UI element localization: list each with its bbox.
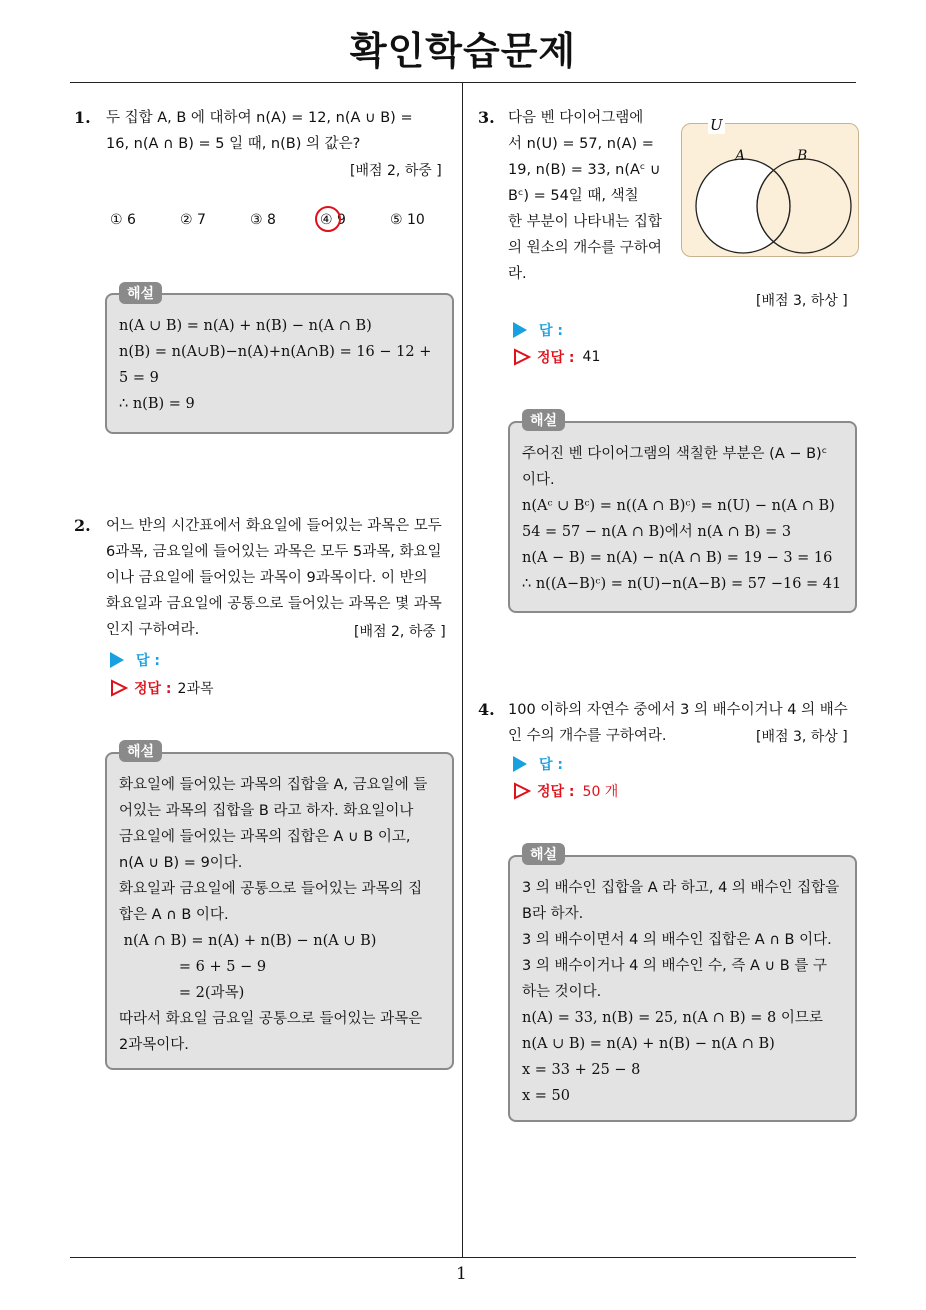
solution-line: = 6 + 5 − 9: [119, 959, 267, 975]
solution-line: n(A) = 33, n(B) = 25, n(A ∩ B) = 8 이므로: [522, 1010, 823, 1026]
solution-line: 화요일과 금요일에 공통으로 들어있는 과목의 집: [119, 881, 423, 897]
question-line: 인 수의 개수를 구하여라.: [508, 728, 667, 744]
correct-value: 50 개: [582, 784, 619, 800]
score-meta: [배점 3, 하상 ]: [756, 293, 848, 309]
correct-value: 41: [582, 349, 601, 365]
answer-label: 답 :: [539, 757, 563, 773]
score-meta: [배점 2, 하중 ]: [354, 624, 446, 640]
footer-rule: [70, 1257, 856, 1258]
column-divider: [462, 83, 463, 1258]
score-meta: [배점 3, 하상 ]: [756, 729, 848, 745]
solution-box: [105, 293, 454, 434]
outline-play-icon: [110, 679, 128, 697]
solution-line: x = 33 + 25 − 8: [522, 1062, 641, 1078]
solution-line: 2과목이다.: [119, 1037, 189, 1053]
solution-line: n(A ∪ B) = n(A) + n(B) − n(A ∩ B): [522, 1036, 775, 1052]
venn-label-a: A: [735, 148, 746, 164]
question-line: 한 부분이 나타내는 집합: [508, 214, 662, 230]
solution-line: 하는 것이다.: [522, 984, 602, 1000]
question-number: 3.: [478, 108, 495, 127]
solution-line: n(A ∩ B) = n(A) + n(B) − n(A ∪ B): [119, 933, 377, 949]
choices: [110, 212, 450, 236]
choice-5[interactable]: ⑤ 10: [390, 212, 425, 228]
choice-3[interactable]: ③ 8: [250, 212, 276, 228]
venn-label-u: U: [710, 116, 723, 134]
play-icon: [513, 322, 527, 338]
solution-tag: 해설: [119, 740, 162, 762]
solution-line: 3 의 배수이거나 4 의 배수인 수, 즉 A ∪ B 를 구: [522, 958, 827, 974]
question-number: 2.: [74, 516, 91, 535]
answer-row: [110, 650, 160, 670]
question-line: 화요일과 금요일에 공통으로 들어있는 과목은 몇 과목: [106, 596, 442, 612]
question-line: 인지 구하여라.: [106, 622, 200, 638]
solution-line: n(B) = n(A∪B)−n(A)+n(A∩B) = 16 − 12 +: [119, 344, 432, 360]
correct-label: 정답 :: [134, 681, 172, 697]
solution-line: 화요일에 들어있는 과목의 집합을 A, 금요일에 들: [119, 777, 428, 793]
question-text: [508, 105, 668, 287]
solution-line: ∴ n(B) = 9: [119, 396, 195, 412]
question-line: 6과목, 금요일에 들어있는 과목은 모두 5과목, 화요일: [106, 544, 442, 560]
question-number: 4.: [478, 700, 495, 719]
solution-line: = 2(과목): [119, 985, 245, 1001]
choice-1[interactable]: ① 6: [110, 212, 136, 228]
choice-2[interactable]: ② 7: [180, 212, 206, 228]
solution-tag: 해설: [522, 409, 565, 431]
question-text: [106, 105, 456, 157]
correct-answer-row: [513, 781, 618, 801]
correct-value: 2과목: [177, 681, 214, 697]
question-line: 서 n(U) = 57, n(A) =: [508, 136, 654, 152]
solution-line: n(A ∪ B) = n(A) + n(B) − n(A ∩ B): [119, 318, 372, 334]
venn-diagram: [681, 116, 859, 257]
solution-line: 금요일에 들어있는 과목의 집합은 A ∪ B 이고,: [119, 829, 411, 845]
choice-4[interactable]: ④ 9: [320, 212, 346, 228]
solution-line: 따라서 화요일 금요일 공통으로 들어있는 과목은: [119, 1011, 423, 1027]
question-line: 19, n(B) = 33, n(Aᶜ ∪: [508, 162, 661, 178]
selected-choice-mark: [315, 206, 341, 232]
venn-svg: [682, 124, 858, 256]
page-title: 확인학습문제: [349, 29, 577, 73]
solution-line: x = 50: [522, 1088, 570, 1104]
question-line: Bᶜ) = 54일 때, 색칠: [508, 188, 639, 204]
question-line: 어느 반의 시간표에서 화요일에 들어있는 과목은 모두: [106, 518, 442, 534]
answer-label: 답 :: [136, 653, 160, 669]
play-icon: [513, 756, 527, 772]
solution-tag: 해설: [119, 282, 162, 304]
solution-line: n(A − B) = n(A) − n(A ∩ B) = 19 − 3 = 16: [522, 550, 833, 566]
correct-label: 정답 :: [537, 784, 575, 800]
solution-line: n(Aᶜ ∪ Bᶜ) = n((A ∩ B)ᶜ) = n(U) − n(A ∩ B): [522, 498, 835, 514]
solution-line: 어있는 과목의 집합을 B 라고 하자. 화요일이나: [119, 803, 414, 819]
question-line: 라.: [508, 266, 527, 282]
solution-line: 이다.: [522, 472, 555, 488]
question-line: 이나 금요일에 들어있는 과목이 9과목이다. 이 반의: [106, 570, 428, 586]
solution-line: 주어진 벤 다이어그램의 색칠한 부분은 (A − B)ᶜ: [522, 446, 828, 462]
score-meta: [배점 2, 하중 ]: [350, 163, 442, 179]
question-line: 16, n(A ∩ B) = 5 일 때, n(B) 의 값은?: [106, 136, 361, 152]
answer-row: [513, 754, 563, 774]
question-line: 의 원소의 개수를 구하여: [508, 240, 662, 256]
solution-box: [508, 421, 857, 613]
solution-box: [508, 855, 857, 1122]
answer-row: [513, 320, 563, 340]
outline-play-icon: [513, 348, 531, 366]
outline-play-icon: [513, 782, 531, 800]
solution-line: 합은 A ∩ B 이다.: [119, 907, 229, 923]
question-number: 1.: [74, 108, 91, 127]
correct-answer-row: [110, 678, 214, 698]
solution-box: [105, 752, 454, 1070]
correct-label: 정답 :: [537, 350, 575, 366]
correct-answer-row: [513, 347, 600, 367]
solution-line: B라 하자.: [522, 906, 584, 922]
solution-line: n(A ∪ B) = 9이다.: [119, 855, 243, 871]
question-line: 두 집합 A, B 에 대하여 n(A) = 12, n(A ∪ B) =: [106, 110, 413, 126]
solution-line: ∴ n((A−B)ᶜ) = n(U)−n(A−B) = 57 −16 = 41: [522, 576, 842, 592]
solution-line: 5 = 9: [119, 370, 159, 386]
answer-label: 답 :: [539, 323, 563, 339]
question-line: 다음 벤 다이어그램에: [508, 110, 644, 126]
solution-line: 54 = 57 − n(A ∩ B)에서 n(A ∩ B) = 3: [522, 524, 792, 540]
page-number: 1: [456, 1264, 467, 1284]
venn-label-b: B: [797, 148, 808, 164]
play-icon: [110, 652, 124, 668]
solution-line: 3 의 배수이면서 4 의 배수인 집합은 A ∩ B 이다.: [522, 932, 832, 948]
solution-line: 3 의 배수인 집합을 A 라 하고, 4 의 배수인 집합을: [522, 880, 840, 896]
question-line: 100 이하의 자연수 중에서 3 의 배수이거나 4 의 배수: [508, 702, 848, 718]
solution-tag: 해설: [522, 843, 565, 865]
